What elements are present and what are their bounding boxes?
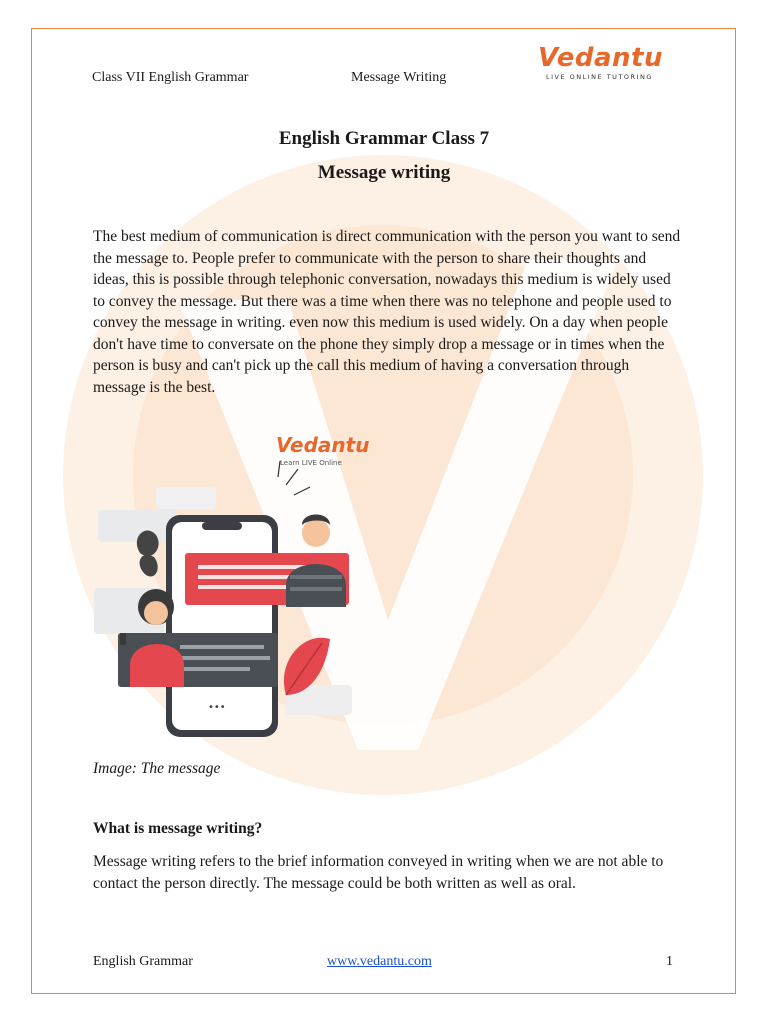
section-heading: What is message writing? — [93, 820, 263, 837]
footer-subject: English Grammar — [93, 954, 193, 969]
illustration-tagline: Learn LIVE Online — [280, 459, 342, 467]
header-course: Class VII English Grammar — [92, 70, 249, 85]
logo-wordmark: Vedantu — [538, 43, 663, 73]
section-paragraph: Message writing refers to the brief information conveyed in writing when we are not able to contact the person directly. The message could be both written as well as oral. — [93, 853, 664, 892]
message-illustration — [90, 425, 370, 745]
footer-website-link[interactable]: www.vedantu.com — [327, 954, 432, 969]
intro-paragraph: The best medium of communication is direct communication with the person you want to send the message to. People prefer to communicate with the person to share their thoughts and ideas, this is possible through telephonic conversation, nowadays this medium is widely used to convey the message. But there was a time when there was no telephone and people used to convey the message in writing. even now this medium is used widely. On a day when people don't have time to conversate on the phone they simply drop a message or in times when the person is busy and can't pick up the call this medium of having a conversation through message is the best. — [93, 228, 681, 396]
page-title: English Grammar Class 7 — [278, 128, 490, 149]
vedantu-logo[interactable] — [538, 44, 668, 84]
image-caption: Image: The message — [93, 760, 221, 777]
logo-tagline: LIVE ONLINE TUTORING — [546, 73, 653, 81]
page-subtitle: Message writing — [317, 162, 451, 183]
typing-indicator-icon: ••• — [208, 702, 226, 713]
page-number: 1 — [666, 954, 673, 969]
illustration-logo: Vedantu — [276, 433, 370, 457]
header-topic: Message Writing — [351, 70, 447, 85]
